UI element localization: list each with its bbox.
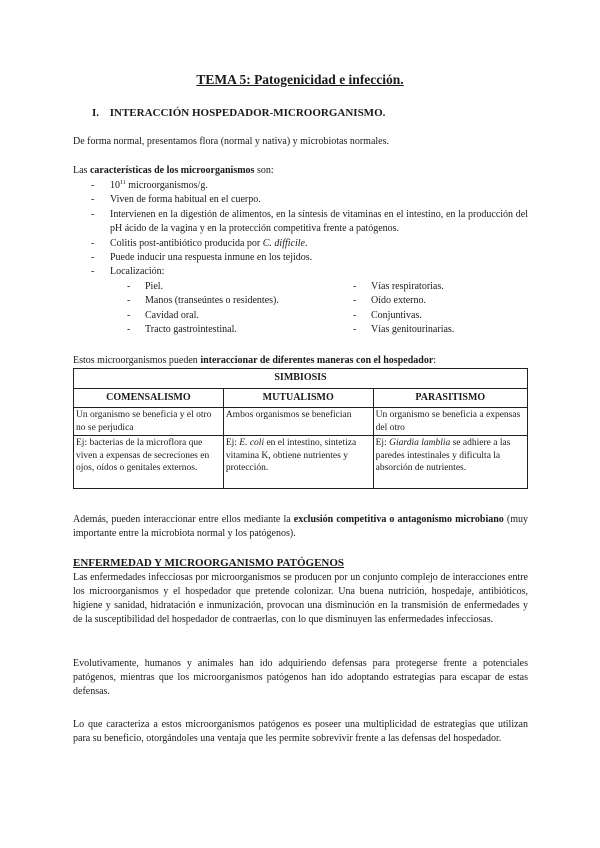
count-exponent: 11	[120, 180, 126, 186]
location-item: - Vías genitourinarias.	[353, 323, 528, 337]
competition-post: (muy importante entre la microbiota normal y los patógenos).	[73, 514, 529, 539]
location-item: - Cavidad oral.	[127, 309, 337, 323]
example-pre: Ej:	[375, 438, 390, 448]
table-row	[74, 408, 528, 436]
location-item: - Tracto gastrointestinal.	[127, 323, 337, 337]
interaction-lead-pre: Estos microorganismos pueden	[73, 355, 201, 366]
table-cell	[223, 436, 373, 489]
section-heading-text: INTERACCIÓN HOSPEDADOR-MICROORGANISMO.	[109, 107, 386, 119]
list-item: - Localización:	[91, 265, 528, 279]
locations-right-list	[353, 280, 528, 338]
characteristics-lead-post: son:	[254, 165, 274, 176]
intro-paragraph: De forma normal, presentamos flora (normal y nativa) y microbiotas normales.	[73, 136, 390, 147]
table-cell	[373, 436, 527, 489]
example-post: se adhiere a las paredes intestinales y dificulta la absorción de nutrientes.	[375, 438, 511, 473]
section-number: I.	[92, 107, 100, 119]
competition-bold: exclusión competitiva o antagonismo microbiano	[293, 514, 504, 525]
column-header: PARASITISMO	[373, 388, 527, 408]
competition-paragraph	[73, 513, 528, 541]
symbiosis-table	[73, 368, 528, 489]
list-item: - Intervienen en la digestión de alimentos, en la síntesis de vitaminas en el intestino, en la producción del pH ácido de la vagina y en la protección competitiva frente a patógenos.	[91, 208, 528, 237]
interaction-lead-post: :	[433, 355, 437, 366]
disease-paragraph-3: Lo que caracteriza a estos microorganismos patógenos es poseer una multiplicidad de estrategias que utilizan para su beneficio, otorgándoles una ventaja que les permite sobrevivir frente a las defensas del hospedador.	[73, 719, 528, 744]
location-item: - Manos (transeúntes o residentes).	[127, 294, 337, 308]
section-heading-disease: ENFERMEDAD Y MICROORGANISMO PATÓGENOS	[73, 557, 345, 569]
column-header: COMENSALISMO	[74, 388, 224, 408]
location-item: - Piel.	[127, 280, 337, 294]
example-post: en el intestino, sintetiza vitamina K, obtiene nutrientes y protección.	[225, 438, 357, 473]
table-cell: Un organismo se beneficia y el otro no se perjudica	[74, 408, 224, 436]
column-header: MUTUALISMO	[223, 388, 373, 408]
page-title: TEMA 5: Patogenicidad e infección.	[196, 72, 404, 87]
list-item: - Puede inducir una respuesta inmune en los tejidos.	[91, 251, 528, 265]
location-item: - Conjuntivas.	[353, 309, 528, 323]
list-item	[91, 179, 528, 193]
location-item: - Oído externo.	[353, 294, 528, 308]
example-pre: Ej:	[225, 438, 240, 448]
characteristics-lead	[73, 164, 274, 178]
disease-paragraph-2: Evolutivamente, humanos y animales han ido adquiriendo defensas para protegerse frente a potenciales patógenos, mientras que los microorganismos patógenos han ido adoptando estrategias para escapar de estas defensas.	[73, 658, 528, 697]
interaction-lead-bold: interaccionar de diferentes maneras con el hospedador	[200, 355, 434, 366]
section-heading-interaction	[92, 107, 385, 119]
location-item: - Vías respiratorias.	[353, 280, 528, 294]
count-unit: microorganismos/g.	[125, 180, 208, 191]
colitis-post: .	[304, 237, 308, 249]
table-cell: Ambos organismos se benefician	[223, 408, 373, 436]
example-species: E. coli	[239, 438, 265, 448]
characteristics-list	[91, 179, 528, 280]
table-cell: Un organismo se beneficia a expensas del otro	[373, 408, 527, 436]
interaction-lead	[73, 354, 436, 368]
colitis-pre: Colitis post-antibiótico producida por	[110, 237, 263, 249]
characteristics-lead-pre: Las	[73, 165, 90, 176]
disease-paragraph-1: Las enfermedades infecciosas por microorganismos se producen por un conjunto complejo de interacciones entre los microorganismos y el hospedador que pretende colonizar. Una buena nutrición, hospedaje, antibióticos, higiene y sanidad, hidratación e inmunización, provocan una disminución en la transmisión de enfermedades y de la susceptibilidad del hospedador de contraerlas, con lo que disminuyen las enfermedades infecciosas.	[73, 572, 528, 625]
characteristics-lead-bold: características de los microorganismos	[89, 165, 255, 176]
count-base: 10	[110, 180, 120, 191]
locations-left-list	[127, 280, 337, 338]
table-cell: Ej: bacterias de la microflora que viven a expensas de secreciones en ojos, oídos o genitales externos.	[74, 436, 224, 489]
table-title: SIMBIOSIS	[74, 369, 528, 389]
example-species: Giardia lamblia	[389, 438, 451, 448]
list-item: - Viven de forma habitual en el cuerpo.	[91, 193, 528, 207]
competition-pre: Además, pueden interaccionar entre ellos mediante la	[73, 514, 294, 525]
table-row	[74, 436, 528, 489]
colitis-species: C. difficile	[262, 237, 305, 249]
list-item	[91, 237, 528, 251]
